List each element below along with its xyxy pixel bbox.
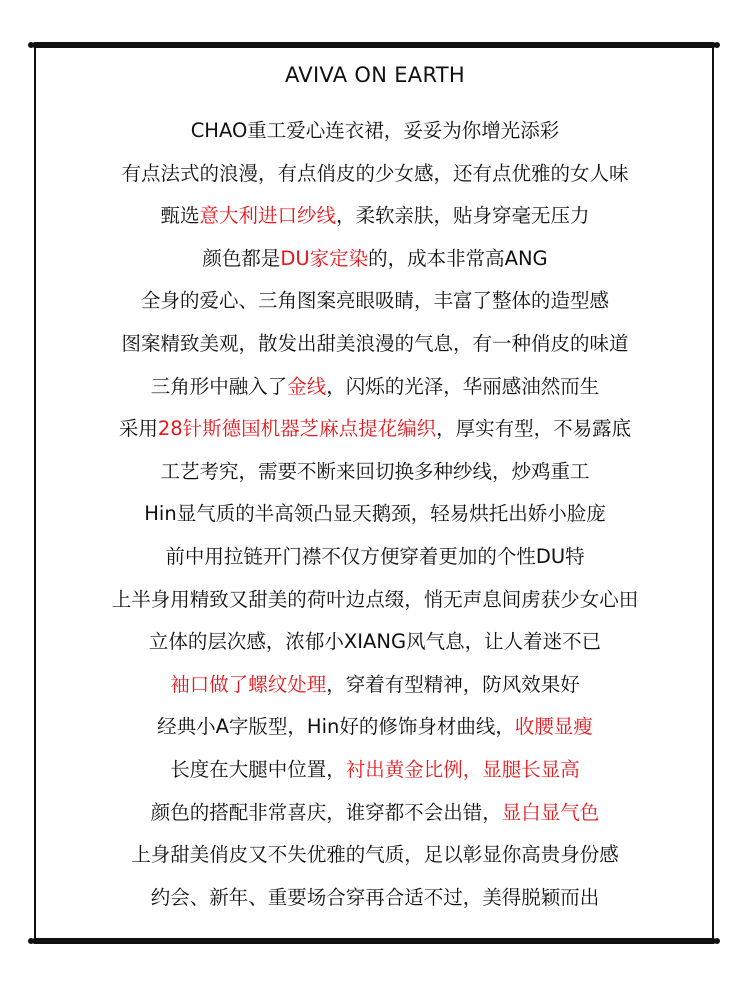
line-text: ，穿着有型精神，防风效果好 [326,672,580,696]
description-line [0,493,750,536]
description-line [0,706,750,749]
line-text: ，柔软亲肤，贴身穿毫无压力 [336,204,590,228]
description-line [0,621,750,664]
description-line [0,451,750,494]
description-line [0,408,750,451]
highlighted-text: 显白显气色 [501,800,600,824]
line-text: 采用 [118,417,158,441]
description-line [0,238,750,281]
line-text: 上身甜美俏皮又不失优雅的气质，足以彰显你高贵身份感 [131,843,619,867]
line-text: 颜色都是 [202,246,281,270]
line-text: 的，成本非常高ANG [368,246,548,270]
description-line [0,110,750,153]
line-text: 约会、新年、重要场合穿再合适不过，美得脱颖而出 [150,885,600,909]
highlighted-text: 衬出黄金比例，显腿长显高 [345,757,580,781]
description-line [0,153,750,196]
description-line [0,323,750,366]
line-text: 三角形中融入了 [150,374,288,398]
line-text: ，闪烁的光泽，华丽感油然而生 [326,374,600,398]
description-line [0,536,750,579]
highlighted-text: DU家定染 [280,246,369,270]
highlighted-text: 袖口做了螺纹处理 [170,672,327,696]
highlighted-text: 意大利进口纱线 [199,204,336,228]
description-line [0,579,750,622]
line-text: 图案精致美观，散发出甜美浪漫的气息，有一种俏皮的味道 [121,331,629,355]
highlighted-text: 收腰显瘦 [514,715,593,739]
line-text: 上半身用精致又甜美的荷叶边点缀，悄无声息间虏获少女心田 [111,587,639,611]
line-text: 有点法式的浪漫，有点俏皮的少女感，还有点优雅的女人味 [121,161,629,185]
line-text: 立体的层次感，浓郁小XIANG风气息，让人着迷不已 [148,630,602,654]
line-text: 长度在大腿中位置， [170,757,346,781]
description-line [0,195,750,238]
description-line [0,749,750,792]
description-line [0,280,750,323]
description-lines [0,110,750,919]
description-line [0,877,750,920]
frame-bottom-border [32,938,716,944]
description-line [0,834,750,877]
frame-top-border [32,42,716,48]
line-text: 颜色的搭配非常喜庆，谁穿都不会出错， [150,800,502,824]
line-text: 甄选 [160,204,200,228]
line-text: CHAO重工爱心连衣裙，妥妥为你增光添彩 [190,119,560,142]
line-text: 工艺考究，需要不断来回切换多种纱线，炒鸡重工 [160,459,590,483]
description-line [0,792,750,835]
line-text: Hin显气质的半高领凸显天鹅颈，轻易烘托出娇小脸庞 [144,502,606,526]
description-line [0,664,750,707]
line-text: 前中用拉链开门襟不仅方便穿着更加的个性DU特 [165,544,585,568]
highlighted-text: 28针斯德国机器芝麻点提花编织 [157,417,437,441]
highlighted-text: 金线 [287,374,327,398]
description-line [0,366,750,409]
page-title: AVIVA ON EARTH [284,63,466,87]
line-text: 全身的爱心、三角图案亮眼吸睛，丰富了整体的造型感 [140,289,609,313]
line-text: ，厚实有型，不易露底 [436,417,632,441]
line-text: 经典小A字版型，Hin好的修饰身材曲线， [157,715,515,739]
